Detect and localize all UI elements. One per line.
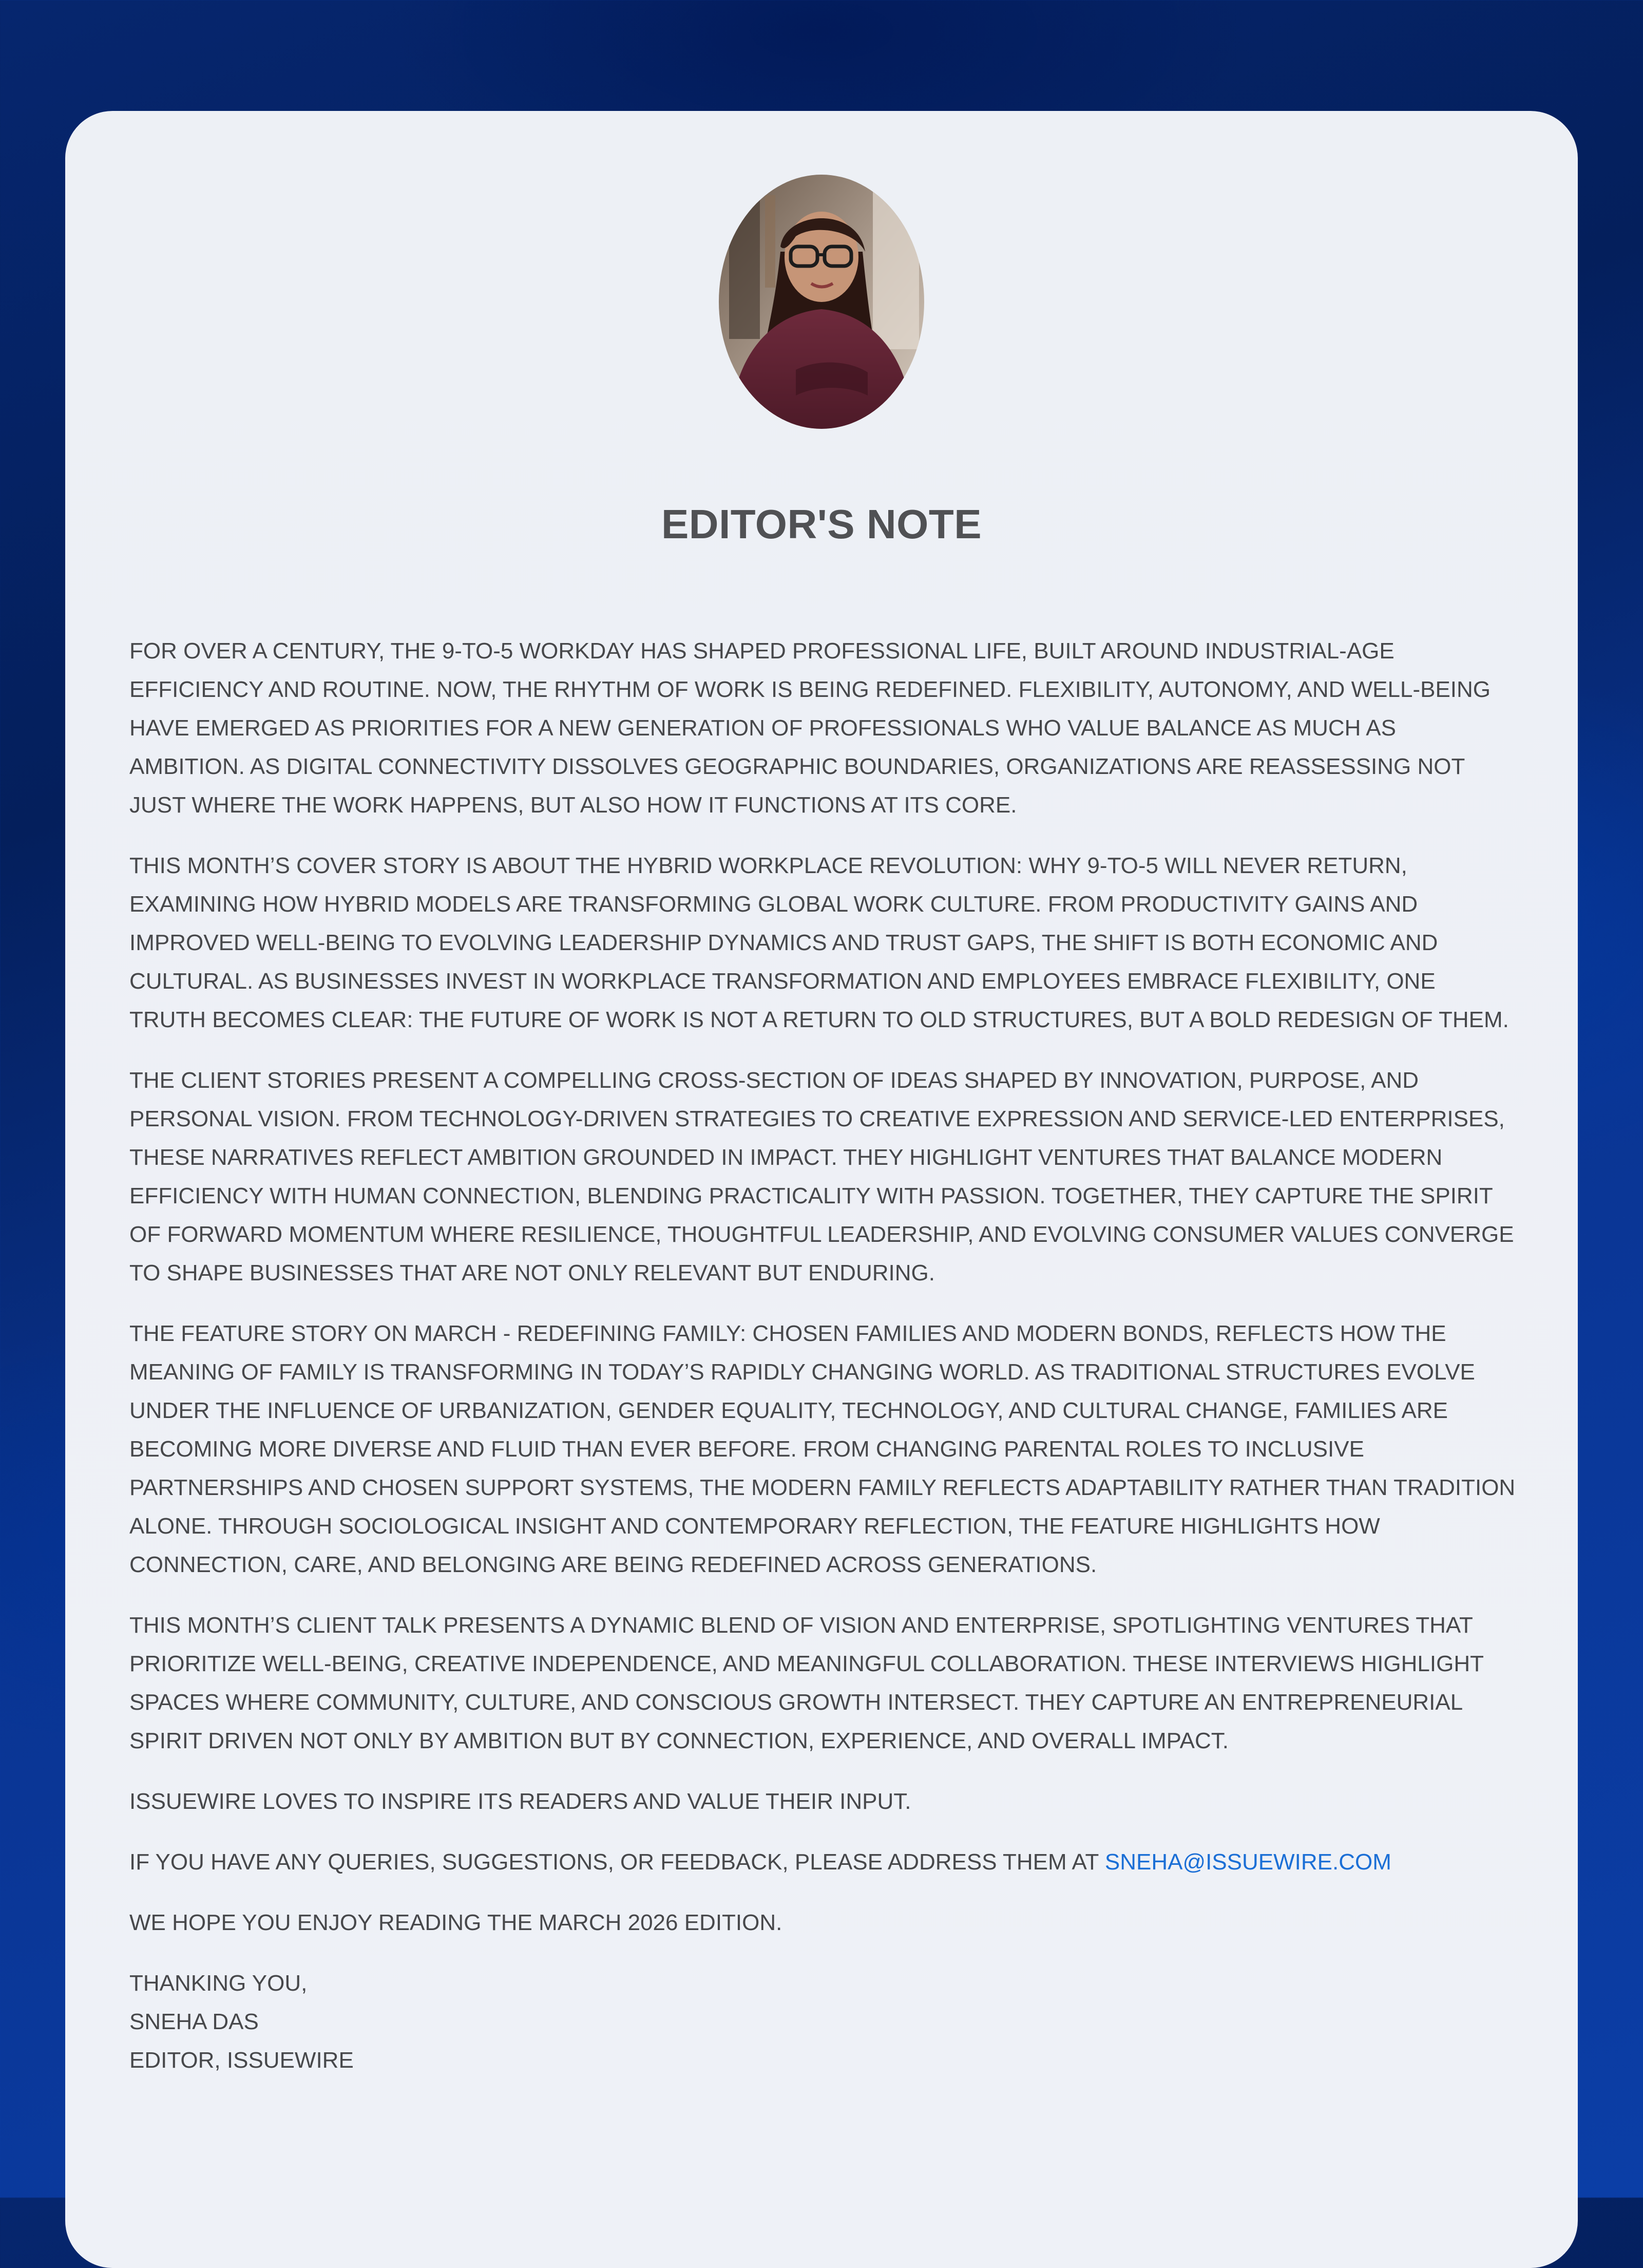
paragraph-client-talk: THIS MONTH’S CLIENT TALK PRESENTS A DYNAMIC BLEND OF VISION AND ENTERPRISE, SPOTLIGHTING VENTURES THAT PRIORITIZE WELL-BEING, CREATIVE INDEPENDENCE, AND MEANINGFUL COLLABORATION. THESE INTERVIEWS HIGHLIGHT SPACES WHERE COMMUNITY, CULTURE, AND CONSCIOUS GROWTH INTERSECT. THEY CAPTURE AN ENTREPRENEURIAL SPIRIT DRIVEN NOT ONLY BY AMBITION BUT BY CONNECTION, EXPERIENCE, AND OVERALL IMPACT.: [129, 1613, 1484, 1753]
editor-avatar: [719, 175, 924, 429]
contact-email-link[interactable]: SNEHA@ISSUEWIRE.COM: [1104, 1849, 1391, 1875]
editor-note-body: [129, 632, 1516, 2080]
signoff-name: SNEHA DAS: [129, 2009, 259, 2034]
paragraph-closing: WE HOPE YOU ENJOY READING THE MARCH 2026 EDITION.: [129, 1910, 782, 1935]
signoff-role: EDITOR, ISSUEWIRE: [129, 2048, 354, 2073]
paragraph-intro: FOR OVER A CENTURY, THE 9-TO-5 WORKDAY HAS SHAPED PROFESSIONAL LIFE, BUILT AROUND INDUSTRIAL-AGE EFFICIENCY AND ROUTINE. NOW, THE RHYTHM OF WORK IS BEING REDEFINED. FLEXIBILITY, AUTONOMY, AND WELL-BEING HAVE EMERGED AS PRIORITIES FOR A NEW GENERATION OF PROFESSIONALS WHO VALUE BALANCE AS MUCH AS AMBITION. AS DIGITAL CONNECTIVITY DISSOLVES GEOGRAPHIC BOUNDARIES, ORGANIZATIONS ARE REASSESSING NOT JUST WHERE THE WORK HAPPENS, BUT ALSO HOW IT FUNCTIONS AT ITS CORE.: [129, 638, 1491, 818]
paragraph-feature-story: THE FEATURE STORY ON MARCH - REDEFINING FAMILY: CHOSEN FAMILIES AND MODERN BONDS, REFLECTS HOW THE MEANING OF FAMILY IS TRANSFORMING IN TODAY’S RAPIDLY CHANGING WORLD. AS TRADITIONAL STRUCTURES EVOLVE UNDER THE INFLUENCE OF URBANIZATION, GENDER EQUALITY, TECHNOLOGY, AND CULTURAL CHANGE, FAMILIES ARE BECOMING MORE DIVERSE AND FLUID THAN EVER BEFORE. FROM CHANGING PARENTAL ROLES TO INCLUSIVE PARTNERSHIPS AND CHOSEN SUPPORT SYSTEMS, THE MODERN FAMILY REFLECTS ADAPTABILITY RATHER THAN TRADITION ALONE. THROUGH SOCIOLOGICAL INSIGHT AND CONTEMPORARY REFLECTION, THE FEATURE HIGHLIGHTS HOW CONNECTION, CARE, AND BELONGING ARE BEING REDEFINED ACROSS GENERATIONS.: [129, 1321, 1516, 1577]
contact-text: IF YOU HAVE ANY QUERIES, SUGGESTIONS, OR FEEDBACK, PLEASE ADDRESS THEM AT: [129, 1849, 1105, 1875]
signoff-salutation: THANKING YOU,: [129, 1971, 308, 1996]
paragraph-inspire: ISSUEWIRE LOVES TO INSPIRE ITS READERS AND VALUE THEIR INPUT.: [129, 1789, 911, 1814]
paragraph-cover-story: THIS MONTH’S COVER STORY IS ABOUT THE HYBRID WORKPLACE REVOLUTION: WHY 9-TO-5 WILL NEVER RETURN, EXAMINING HOW HYBRID MODELS ARE TRANSFORMING GLOBAL WORK CULTURE. FROM PRODUCTIVITY GAINS AND IMPROVED WELL-BEING TO EVOLVING LEADERSHIP DYNAMICS AND TRUST GAPS, THE SHIFT IS BOTH ECONOMIC AND CULTURAL. AS BUSINESSES INVEST IN WORKPLACE TRANSFORMATION AND EMPLOYEES EMBRACE FLEXIBILITY, ONE TRUTH BECOMES CLEAR: THE FUTURE OF WORK IS NOT A RETURN TO OLD STRUCTURES, BUT A BOLD REDESIGN OF THEM.: [129, 853, 1509, 1032]
paragraph-contact: [129, 1843, 1516, 1881]
editor-photo: [719, 175, 924, 429]
paragraph-client-stories: THE CLIENT STORIES PRESENT A COMPELLING CROSS-SECTION OF IDEAS SHAPED BY INNOVATION, PURPOSE, AND PERSONAL VISION. FROM TECHNOLOGY-DRIVEN STRATEGIES TO CREATIVE EXPRESSION AND SERVICE-LED ENTERPRISES, THESE NARRATIVES REFLECT AMBITION GROUNDED IN IMPACT. THEY HIGHLIGHT VENTURES THAT BALANCE MODERN EFFICIENCY WITH HUMAN CONNECTION, BLENDING PRACTICALITY WITH PASSION. TOGETHER, THEY CAPTURE THE SPIRIT OF FORWARD MOMENTUM WHERE RESILIENCE, THOUGHTFUL LEADERSHIP, AND EVOLVING CONSUMER VALUES CONVERGE TO SHAPE BUSINESSES THAT ARE NOT ONLY RELEVANT BUT ENDURING.: [129, 1068, 1514, 1286]
page-title: EDITOR'S NOTE: [661, 501, 982, 547]
signoff: [129, 1964, 1516, 2080]
